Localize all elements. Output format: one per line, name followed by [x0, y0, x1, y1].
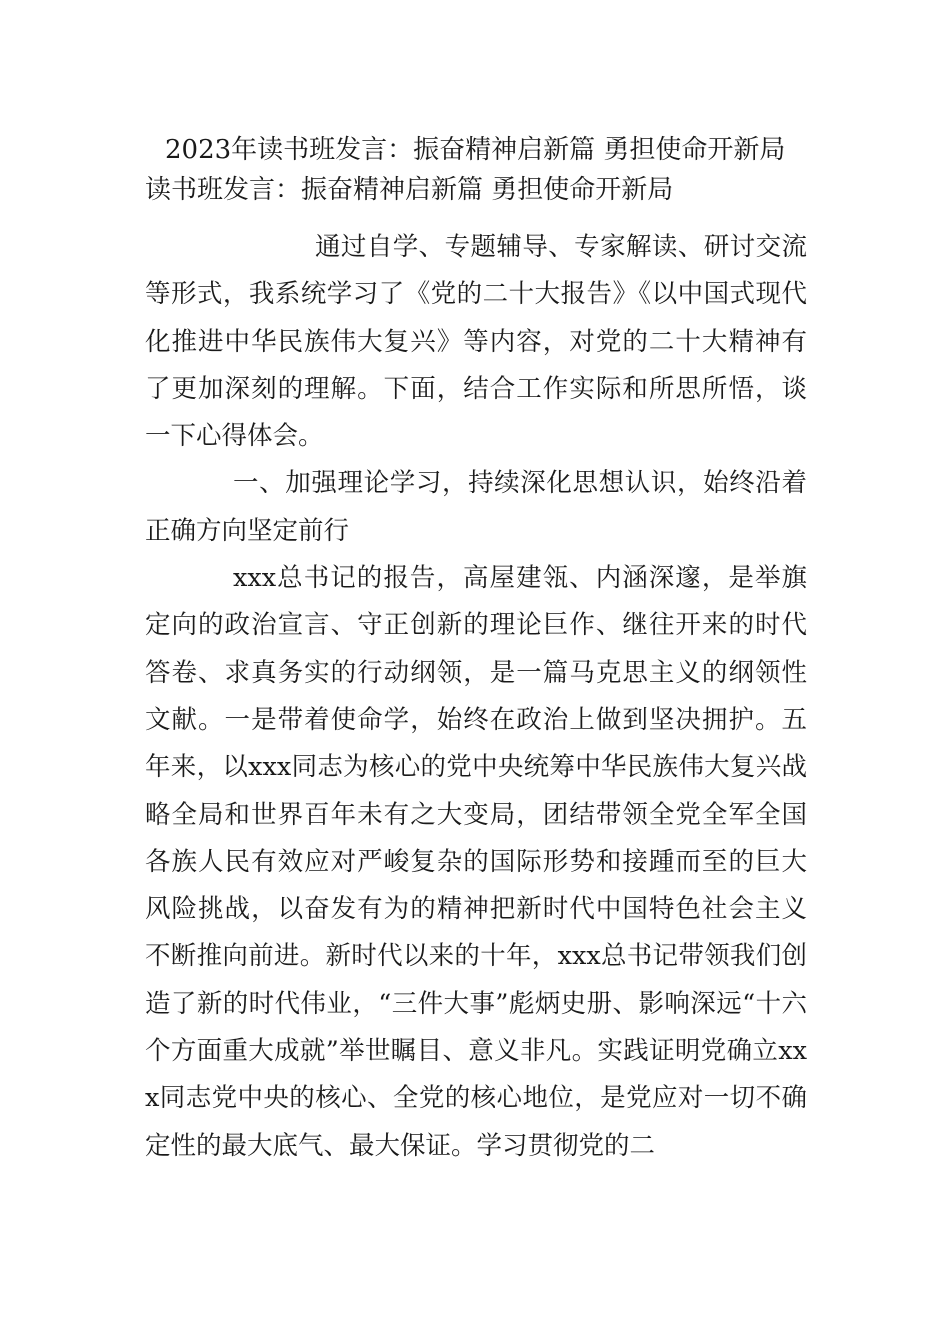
- document-body: [145, 130, 807, 1170]
- document-title: 2023年读书班发言：振奋精神启新篇 勇担使命开新局: [165, 135, 786, 165]
- paragraph-body: xxx总书记的报告，高屋建瓴、内涵深邃，是举旗定向的政治宣言、守正创新的理论巨作、继往开来的时代答卷、求真务实的行动纲领，是一篇马克思主义的纲领性文献。一是带着使命学，始终在政治上做到坚决拥护。五年来，以xxx同志为核心的党中央统筹中华民族伟大复兴战略全局和世界百年未有之大变局，团结带领全党全军全国各族人民有效应对严峻复杂的国际形势和接踵而至的巨大风险挑战，以奋发有为的精神把新时代中国特色社会主义不断推向前进。新时代以来的十年，xxx总书记带领我们创造了新的时代伟业，“三件大事”彪炳史册、影响深远“十六个方面重大成就”举世瞩目、意义非凡。实践证明党确立xxx同志党中央的核心、全党的核心地位，是党应对一切不确定性的最大底气、最大保证。学习贯彻党的二: [145, 563, 807, 1161]
- document-subtitle: 读书班发言：振奋精神启新篇 勇担使命开新局: [145, 175, 674, 205]
- paragraph-intro: 通过自学、专题辅导、专家解读、研讨交流等形式，我系统学习了《党的二十大报告》《以中国式现代化推进中华民族伟大复兴》等内容，对党的二十大精神有了更加深刻的理解。下面，结合工作实际和所思所悟，谈一下心得体会。: [145, 232, 807, 452]
- section-heading-1: 一、加强理论学习，持续深化思想认识，始终沿着正确方向坚定前行: [145, 468, 807, 546]
